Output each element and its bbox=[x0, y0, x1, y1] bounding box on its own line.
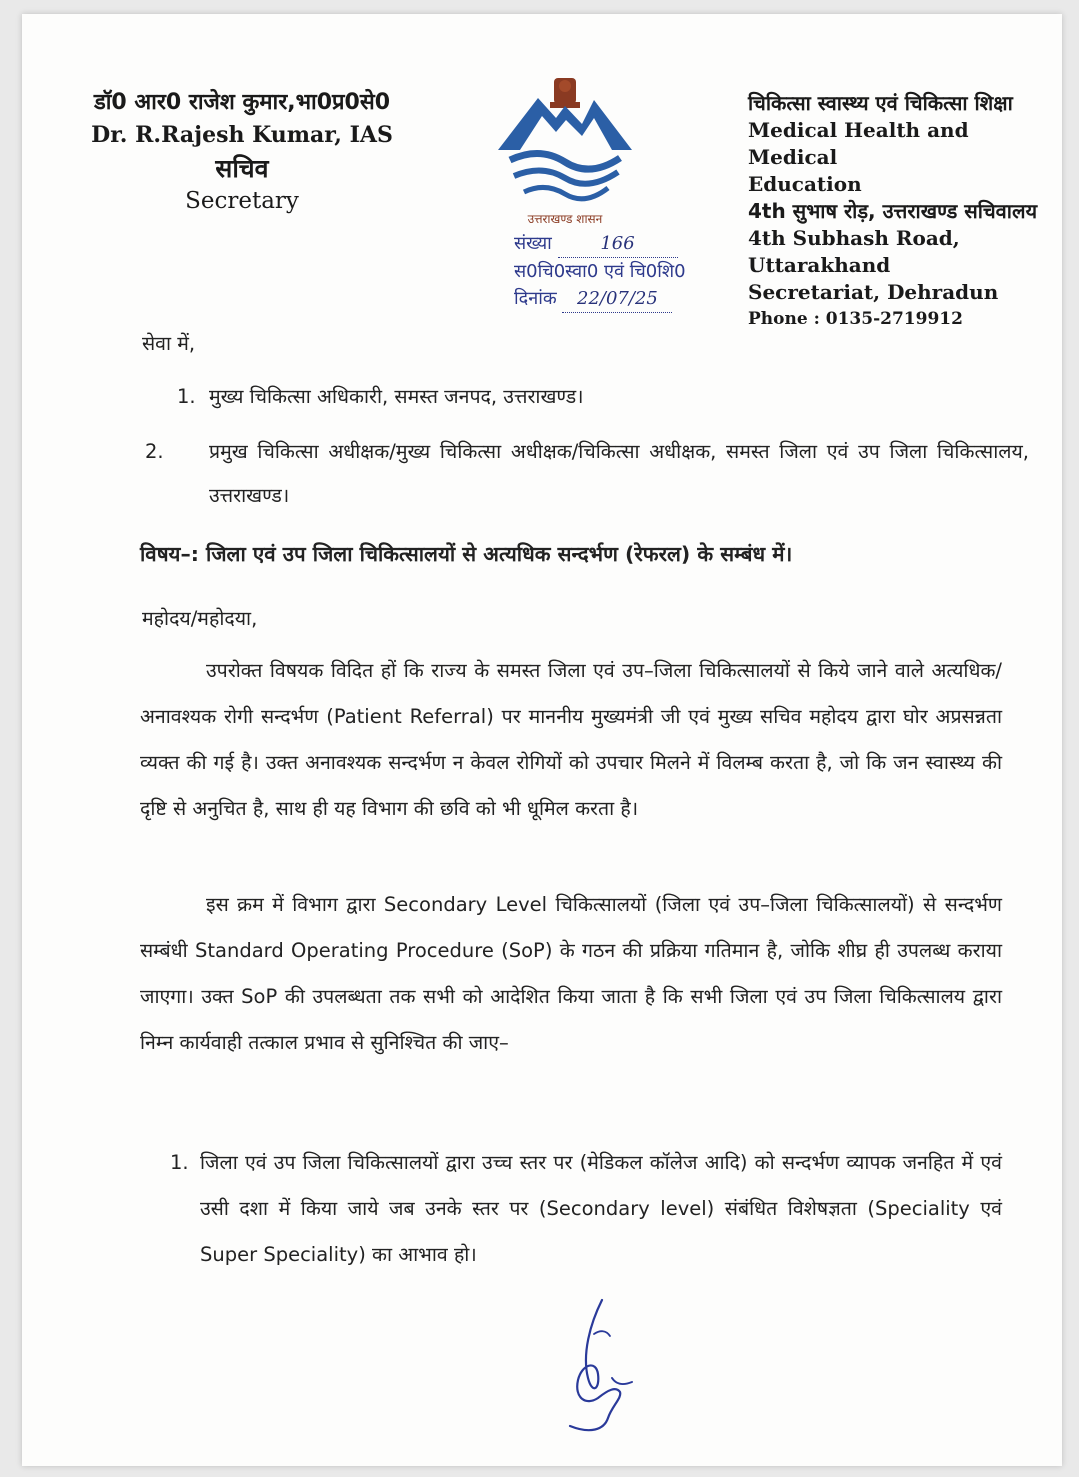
sender-name-english: Dr. R.Rajesh Kumar, IAS bbox=[91, 122, 393, 148]
sender-name-hindi: डॉ0 आर0 राजेश कुमार,भा0प्र0से0 bbox=[93, 90, 391, 115]
sender-designation-hindi: सचिव bbox=[215, 154, 269, 183]
opening-line: सेवा में, bbox=[142, 332, 196, 355]
paragraph-1: उपरोक्त विषयक विदित हों कि राज्य के समस्त जिला एवं उप–जिला चिकित्सालयों से किये जाने वाले अत्यधिक/अनावश्यक रोगी सन्दर्भण (Patient Referral) पर माननीय मुख्यमंत्री जी एवं मुख्य सचिव महोदय द्वारा घोर अप्रसन्नता व्यक्त की गई है। उक्त अनावश्यक सन्दर्भण न केवल रोगियों को उपचार मिलने में विलम्ब करता है, जो कि जन स्वास्थ्य की दृष्टि से अनुचित है, साथ ही यह विभाग की छवि को भी धूमिल करता है। bbox=[140, 659, 1002, 820]
addressee-number: 2. bbox=[145, 440, 164, 463]
stamp-number-row bbox=[514, 230, 734, 258]
address-hindi: 4th सुभाष रोड़, उत्तराखण्ड सचिवालय bbox=[748, 199, 1038, 223]
addressee-item bbox=[145, 430, 1029, 518]
sender-block bbox=[82, 86, 402, 218]
action-point-number: 1. bbox=[170, 1151, 189, 1174]
paragraph-2: इस क्रम में विभाग द्वारा Secondary Level चिकित्सालयों (जिला एवं उप–जिला चिकित्सालयों) से सन्दर्भण सम्बंधी Standard Operating Procedure (SoP) के गठन की प्रक्रिया गतिमान है, जोकि शीघ्र ही उपलब्ध कराया जाएगा। उक्त SoP की उपलब्धता तक सभी को आदेशित किया जाता है कि सभी जिला एवं उप जिला चिकित्सालय द्वारा निम्न कार्यवाही तत्काल प्रभाव से सुनिश्चित की जाए– bbox=[140, 893, 1002, 1054]
emblem-caption: उत्तराखण्ड शासन bbox=[527, 212, 603, 226]
department-hindi: चिकित्सा स्वास्थ्य एवं चिकित्सा शिक्षा bbox=[748, 91, 1013, 115]
action-point bbox=[170, 1140, 1002, 1278]
sender-designation-english: Secretary bbox=[185, 188, 299, 214]
stamp-number-label: संख्या bbox=[514, 233, 552, 254]
addressee-text: मुख्य चिकित्सा अधिकारी, समस्त जनपद, उत्तराखण्ड। bbox=[209, 385, 584, 408]
addressee-text: प्रमुख चिकित्सा अधीक्षक/मुख्य चिकित्सा अधीक्षक/चिकित्सा अधीक्षक, समस्त जिला एवं उप जिला चिकित्सालय, उत्तराखण्ड। bbox=[209, 440, 1029, 507]
address-english-2: Secretariat, Dehradun bbox=[748, 280, 999, 304]
department-english-2: Education bbox=[748, 172, 862, 196]
stamp-date-value: 22/07/25 bbox=[577, 288, 658, 309]
salutation: महोदय/महोदया, bbox=[142, 607, 258, 630]
addressee-number: 1. bbox=[177, 385, 196, 408]
stamp-date-label: दिनांक bbox=[514, 288, 557, 309]
action-point-text: जिला एवं उप जिला चिकित्सालयों द्वारा उच्च स्तर पर (मेडिकल कॉलेज आदि) को सन्दर्भण व्यापक जनहित में एवं उसी दशा में किया जाये जब उनके स्तर पर (Secondary level) संबंधित विशेषज्ञता (Speciality एवं Super Speciality) का आभाव हो। bbox=[200, 1151, 1002, 1266]
uttarakhand-emblem-icon bbox=[490, 72, 640, 232]
department-block bbox=[748, 90, 1058, 333]
department-english-1: Medical Health and Medical bbox=[748, 118, 969, 169]
dispatch-stamp bbox=[514, 230, 734, 313]
phone-number: Phone : 0135-2719912 bbox=[748, 309, 963, 329]
stamp-office: स0चि0स्वा0 एवं चि0शि0 bbox=[514, 261, 686, 282]
signature-icon bbox=[542, 1294, 652, 1444]
stamp-number-value: 166 bbox=[600, 233, 635, 254]
address-english-1: 4th Subhash Road, Uttarakhand bbox=[748, 226, 960, 277]
letter-subject: विषय–: जिला एवं उप जिला चिकित्सालयों से अत्यधिक सन्दर्भण (रेफरल) के सम्बंध में। bbox=[140, 542, 793, 566]
stamp-date-row bbox=[514, 285, 734, 313]
letter-page bbox=[22, 14, 1062, 1466]
addressee-item bbox=[177, 382, 584, 409]
